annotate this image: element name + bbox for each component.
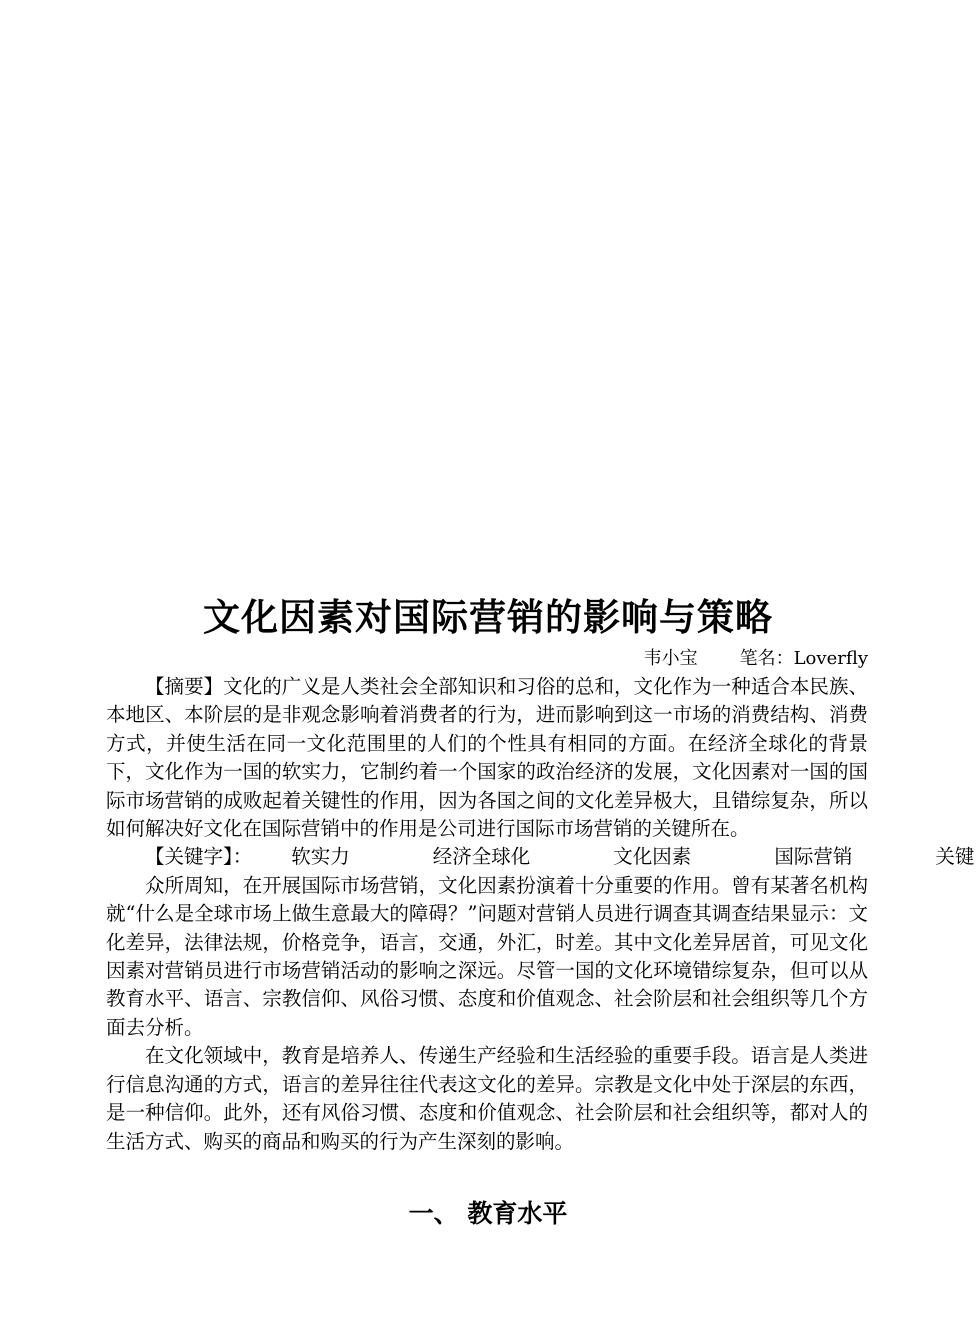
body-paragraph: 众所周知，在开展国际市场营销，文化因素扮演着十分重要的作用。曾有某著名机构就“什么是全球市场上做生意最大的障碍？”问题对营销人员进行调查其调查结果显示：文化差异，法律法规，价格竞争，语言，交通，外汇，时差。其中文化差异居首，可见文化因素对营销员进行市场营销活动的影响之深远。尽管一国的文化环境错综复杂，但可以从教育水平、语言、宗教信仰、风俗习惯、态度和价值观念、社会阶层和社会组织等几个方面去分析。 [106, 873, 868, 1039]
author-name: 韦小宝 [643, 648, 698, 669]
keyword: 关键 [935, 845, 975, 869]
keyword: 国际营销 [774, 845, 853, 869]
keyword: 文化因素 [613, 845, 692, 869]
body-paragraph: 在文化领域中，教育是培养人、传递生产经验和生活经验的重要手段。语言是人类进行信息沟通的方式，语言的差异往往代表这文化的差异。宗教是文化中处于深层的东西，是一种信仰。此外，还有风俗习惯、态度和价值观念、社会阶层和社会组织等，都对人的生活方式、购买的商品和购买的行为产生深刻的影响。 [106, 1044, 868, 1153]
keywords-line [106, 843, 975, 871]
abstract-paragraph: 【摘要】文化的广义是人类社会全部知识和习俗的总和，文化作为一种适合本民族、本地区、本阶层的是非观念影响着消费者的行为，进而影响到这一市场的消费结构、消费方式，并使生活在同一文化范围里的人们的个性具有相同的方面。在经济全球化的背景下，文化作为一国的软实力，它制约着一个国家的政治经济的发展，文化因素对一国的国际市场营销的成败起着关键性的作用，因为各国之间的文化差异极大，且错综复杂，所以如何解决好文化在国际营销中的作用是公司进行国际市场营销的关键所在。 [106, 675, 868, 841]
keywords-label: 【关键字】： [145, 845, 253, 869]
author-line [644, 646, 868, 672]
author-pen-name: 笔名：Loverfly [739, 648, 868, 669]
document-title: 文化因素对国际营销的影响与策略 [203, 596, 773, 639]
keyword: 经济全球化 [432, 845, 531, 869]
keyword: 软实力 [291, 845, 350, 869]
section-heading: 一、 教育水平 [408, 1199, 568, 1228]
document-body [106, 673, 975, 1156]
